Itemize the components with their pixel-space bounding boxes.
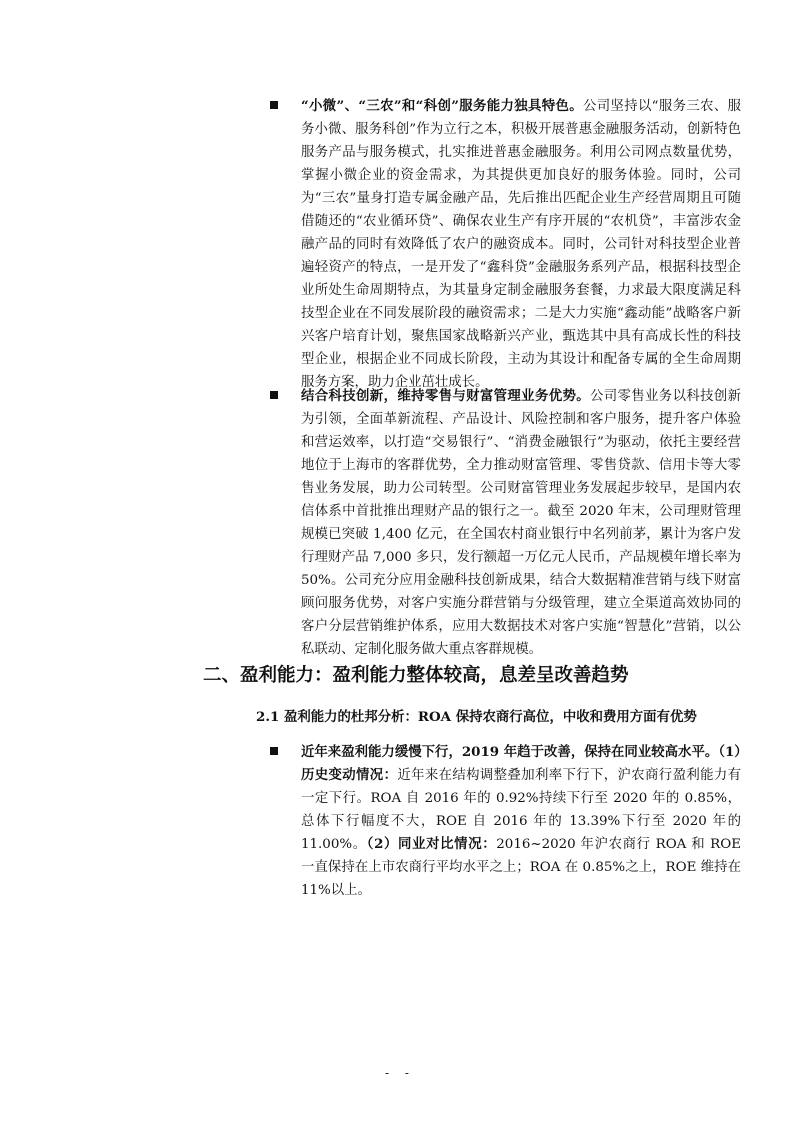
paragraph-text: [301, 741, 741, 902]
section-title: 二、盈利能力：盈利能力整体较高，息差呈改善趋势: [203, 665, 629, 686]
paragraph-body: 公司零售业务以科技创新为引领，全面革新流程、产品设计、风险控制和客户服务，提升客户体验和营运效率，以打造“交易银行”、“消费金融银行”为驱动，依托主要经营地位于上海市的客群优势，全力推动财富管理、零售贷款、信用卡等大零售业务发展，助力公司转型。公司财富管理业务发展起步较早，是国内农信体系中首批推出理财产品的银行之一。截至 2020 年末，公司理财管理规模已突破 1,400 亿元，在全国农村商业银行中名列前茅，累计为客户发行理财产品 7,000 多只，发行额超一万亿元人民币，产品规模年增长率为 50%。公司充分应用金融科技创新成果，结合大数据精准营销与线下财富顾问服务优势，对客户实施分群营销与分级管理，建立全渠道高效协同的客户分层营销维护体系，应用大数据技术对客户实施“智慧化”营销，以公私联动、定制化服务做大重点客群规模。: [301, 389, 742, 657]
history-body: 近年来在结构调整叠加利率下行下，沪农商行盈利能力有一定下行。ROA 自 2016 年的 0.92%持续下行至 2020 年的 0.85%，总体下行幅度不大，ROE 自 2016 年的 13.39%下行至 2020 年的 11.00%。: [301, 768, 742, 852]
square-bullet-icon: [270, 391, 278, 399]
bullet-paragraph-retail-wealth: [270, 385, 745, 657]
paragraph-lead: 近年来盈利能力缓慢下行，2019 年趋于改善，保持在同业较高水平。: [301, 744, 719, 760]
bullet-paragraph-service-features: [270, 95, 745, 390]
page-footer: - -: [385, 1066, 415, 1080]
subsection-title: 2.1 盈利能力的杜邦分析：ROA 保持农商行高位，中收和费用方面有优势: [256, 709, 697, 725]
paragraph-lead: 结合科技创新，维持零售与财富管理业务优势。: [301, 388, 590, 404]
history-label: （1）历史变动情况：: [301, 744, 741, 783]
paragraph-text: [301, 385, 741, 661]
peer-comparison-body: 2016~2020 年沪农商行 ROA 和 ROE 一直保持在上市农商行平均水平之上；ROA 在 0.85%之上，ROE 维持在 11%以上。: [301, 837, 741, 898]
paragraph-lead: “小微”、“三农”和“科创”服务能力独具特色。: [301, 98, 583, 114]
square-bullet-icon: [270, 747, 278, 755]
square-bullet-icon: [270, 101, 278, 109]
paragraph-body: 公司坚持以“服务三农、服务小微、服务科创”作为立行之本，积极开展普惠金融服务活动，创新特色服务产品与服务模式，扎实推进普惠金融服务。利用公司网点数量优势，掌握小微企业的资金需求，为其提供更加良好的服务体验。同时，公司为“三农”量身打造专属金融产品，先后推出匹配企业生产经营周期且可随借随还的“农业循环贷”、确保农业生产有序开展的“农机贷”，丰富涉农金融产品的同时有效降低了农户的融资成本。同时，公司针对科技型企业普遍轻资产的特点，一是开发了“鑫科贷”金融服务系列产品，根据科技型企业所处生命周期特点，为其量身定制金融服务套餐，力求最大限度满足科技型企业在不同发展阶段的融资需求；二是大力实施“鑫动能”战略客户新兴客户培育计划，聚焦国家战略新兴产业，甄选其中具有高成长性的科技型企业，根据企业不同成长阶段，主动为其设计和配备专属的全生命周期服务方案，助力企业茁壮成长。: [301, 99, 741, 390]
bullet-paragraph-profitability: [270, 741, 745, 898]
peer-comparison-label: （2）同业对比情况：: [366, 836, 497, 852]
paragraph-text: [301, 95, 741, 394]
